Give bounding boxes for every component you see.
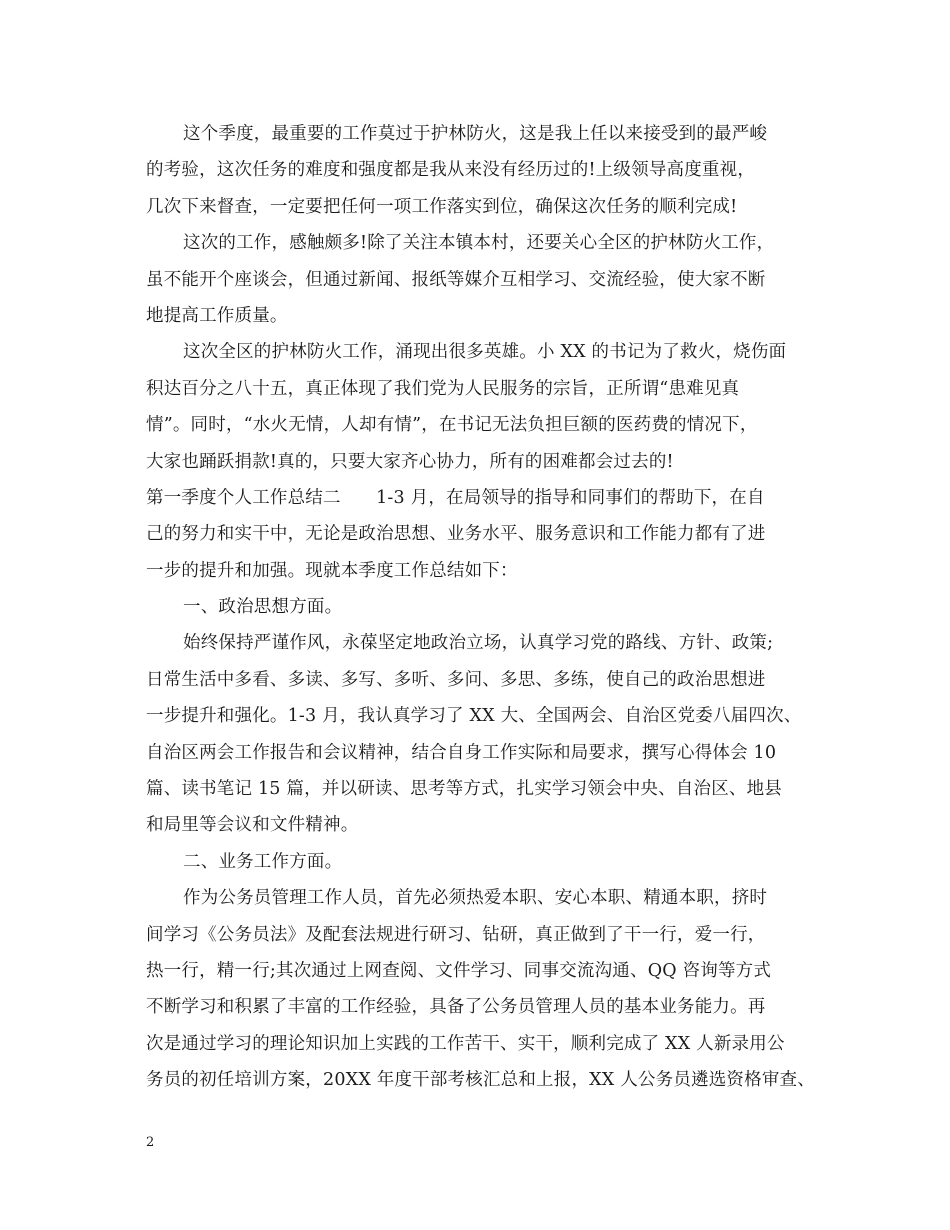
section-heading: 一、政治思想方面。 [183, 597, 343, 618]
text-line: 几次下来督查，一定要把任何一项工作落实到位，确保这次任务的顺利完成! [146, 196, 738, 217]
text-line: 日常生活中多看、多读、多写、多听、多问、多思、多练，使自己的政治思想进 [146, 669, 766, 690]
text-line: 积达百分之八十五，真正体现了我们党为人民服务的宗旨，正所谓“患难见真 [146, 378, 740, 399]
text-line: 大家也踊跃捐款!真的，只要大家齐心协力，所有的困难都会过去的! [146, 451, 674, 472]
text-line: 的考验，这次任务的难度和强度都是我从来没有经历过的!上级领导高度重视， [146, 160, 756, 181]
text-line: 作为公务员管理工作人员，首先必须热爱本职、安心本职、精通本职，挤时 [183, 888, 768, 909]
text-line: 篇、读书笔记 15 篇，并以研读、思考等方式，扎实学习领会中央、自治区、地县 [146, 779, 782, 800]
text-line: 这次全区的护林防火工作，涌现出很多英雄。小 XX 的书记为了救火，烧伤面 [183, 342, 787, 363]
section-title-line: 第一季度个人工作总结二 1-3 月，在局领导的指导和同事们的帮助下，在自 [146, 487, 765, 508]
document-body [146, 116, 826, 1099]
text-line: 一步提升和强化。1-3 月，我认真学习了 XX 大、全国两会、自治区党委八届四次、 [146, 706, 802, 727]
text-line: 间学习《公务员法》及配套法规进行研习、钻研，真正做到了干一行，爱一行， [146, 924, 766, 945]
text-line: 自治区两会工作报告和会议精神，结合自身工作实际和局要求，撰写心得体会 10 [146, 742, 777, 763]
text-line: 次是通过学习的理论知识加上实践的工作苦干、实干，顺利完成了 XX 人新录用公 [146, 1033, 785, 1054]
text-line: 地提高工作质量。 [146, 305, 288, 326]
section-heading: 二、业务工作方面。 [183, 851, 343, 872]
text-line: 己的努力和实干中，无论是政治思想、业务水平、服务意识和工作能力都有了进 [146, 524, 766, 545]
text-line: 和局里等会议和文件精神。 [146, 815, 359, 836]
text-line: 务员的初任培训方案，20XX 年度干部考核汇总和上报，XX 人公务员遴选资格审查、 [146, 1070, 815, 1091]
text-line: 这次的工作，感触颇多!除了关注本镇本村，还要关心全区的护林防火工作， [183, 233, 775, 254]
text-line: 这个季度，最重要的工作莫过于护林防火，这是我上任以来接受到的最严峻 [183, 124, 768, 144]
text-line: 情”。同时，“水火无情，人却有情”，在书记无法负担巨额的医药费的情况下， [146, 415, 758, 436]
text-line: 一步的提升和加强。现就本季度工作总结如下： [146, 560, 518, 581]
text-line: 虽不能开个座谈会，但通过新闻、报纸等媒介互相学习、交流经验，使大家不断 [146, 269, 766, 290]
text-line: 始终保持严谨作风，永葆坚定地政治立场，认真学习党的路线、方针、政策; [183, 633, 774, 654]
text-line: 不断学习和积累了丰富的工作经验，具备了公务员管理人员的基本业务能力。再 [146, 997, 766, 1018]
text-line: 热一行，精一行;其次通过上网查阅、文件学习、同事交流沟通、QQ 咨询等方式 [146, 960, 772, 981]
page-number: 2 [146, 1135, 155, 1150]
